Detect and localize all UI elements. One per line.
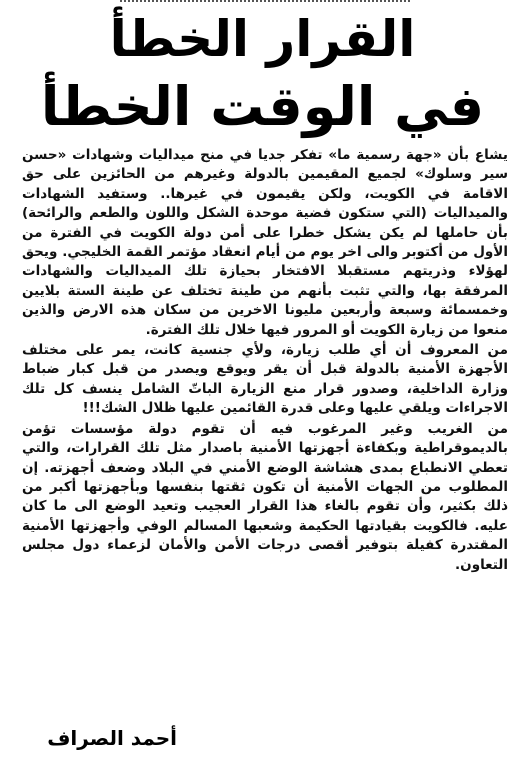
- top-rule: [120, 0, 410, 6]
- article-body: [22, 146, 508, 576]
- headline-line-1: القرار الخطأ: [109, 10, 416, 68]
- article-paragraph-3: من الغريب وغير المرغوب فيه أن تقوم دولة مؤسسات تؤمن بالديموقراطية وبكفاءة أجهزتها الأمنية باصدار مثل تلك القرارات، والتي تعطي الانطباع بمدى هشاشة الوضع الأمني في البلاد وضعف أجهزته. إن المطلوب من الجهات الأمنية أن تكون ثقتها بنفسها وبأجهزتها أكبر من ذلك بكثير، وأن تقوم بالغاء هذا القرار العجيب وتعيد الوضع الى ما كان عليه. فالكويت بقيادتها الحكيمة وشعبها المسالم الوفي وأجهزتها الأمنية المقتدرة كفيلة بتوفير أقصى درجات الأمن والأمان لزعماء دول مجلس التعاون.: [22, 420, 508, 573]
- article-paragraph-1: يشاع بأن «جهة رسمية ما» تفكر جديا في منح ميداليات وشهادات «حسن سير وسلوك» لجميع المقيمين بالدولة وغيرهم من الحائزين على حق الاقامة في الكويت، ولكن يقيمون في غيرها.. وستفيد الشهادات والميداليات (التي ستكون فضية موحدة الشكل واللون والطعم والرائحة) بأن حاملها لم يكن يشكل خطرا على أمن دولة الكويت في الفترة من الأول من أكتوبر والى اخر يوم من أيام انعقاد مؤتمر القمة الخليجي. ويحق لهؤلاء وذريتهم مستقبلا الافتخار بحيازة تلك الميداليات والشهادات المرفقة بها، والتي تثبت بأنهم من طينة تختلف عن طينة الستة بلايين وخمسمائة وسبعة وأربعين مليونا الاخرين من سكان هذه الارض والذين منعوا من زيارة الكويت أو المرور فيها خلال تلك الفترة.: [22, 147, 508, 338]
- author-byline: أحمد الصراف: [47, 726, 177, 750]
- headline-line-2: في الوقت الخطأ: [40, 75, 485, 138]
- article-paragraph-2: من المعروف أن أي طلب زيارة، ولأي جنسية كانت، يمر على مختلف الأجهزة الأمنية بالدولة قبل أن يقر ويوقع ويصدر من قبل كبار ضباط وزارة الداخلية، وصدور قرار منع الزيارة الباتّ الشامل ينسف كل تلك الاجراءات ويلقي عليها وعلى قدرة القائمين عليها ظلال الشك!!!: [22, 342, 508, 417]
